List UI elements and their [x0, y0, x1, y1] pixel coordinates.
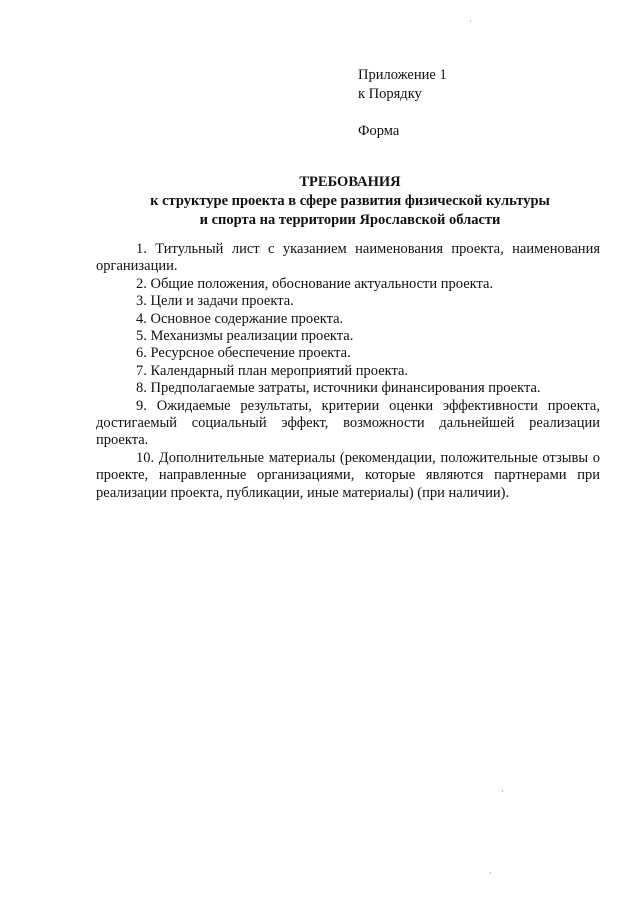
list-item: 1. Титульный лист с указанием наименования проекта, наименования организации.: [96, 241, 600, 275]
document-subtitle-line-2: и спорта на территории Ярославской области: [199, 212, 501, 228]
requirements-list: [96, 241, 600, 502]
annex-reference: к Порядку: [358, 86, 422, 102]
scan-speck: [490, 872, 491, 874]
document-title: ТРЕБОВАНИЯ: [299, 174, 401, 190]
list-item: 7. Календарный план мероприятий проекта.: [136, 362, 409, 379]
document-heading: [96, 173, 604, 230]
list-item: 8. Предполагаемые затраты, источники финансирования проекта.: [136, 380, 541, 397]
list-item: 3. Цели и задачи проекта.: [136, 293, 294, 310]
scan-speck: [502, 790, 503, 792]
scan-speck: [470, 20, 471, 22]
list-item: 4. Основное содержание проекта.: [136, 310, 344, 327]
annex-number: Приложение 1: [358, 67, 447, 83]
list-item: 9. Ожидаемые результаты, критерии оценки эффективности проекта, достигаемый социальный эффект, возможности дальнейшей реализации проекта.: [96, 397, 600, 449]
document-subtitle-line-1: к структуре проекта в сфере развития физической культуры: [150, 193, 550, 209]
form-label: Форма: [358, 123, 400, 139]
list-item: 5. Механизмы реализации проекта.: [136, 328, 354, 345]
list-item: 2. Общие положения, обоснование актуальности проекта.: [136, 275, 494, 292]
list-item: 6. Ресурсное обеспечение проекта.: [136, 345, 351, 362]
annex-block: [358, 66, 447, 141]
list-item: 10. Дополнительные материалы (рекомендации, положительные отзывы о проекте, направленные организациями, которые являются партнерами при реализации проекта, публикации, иные материалы) (при наличии).: [96, 449, 600, 501]
